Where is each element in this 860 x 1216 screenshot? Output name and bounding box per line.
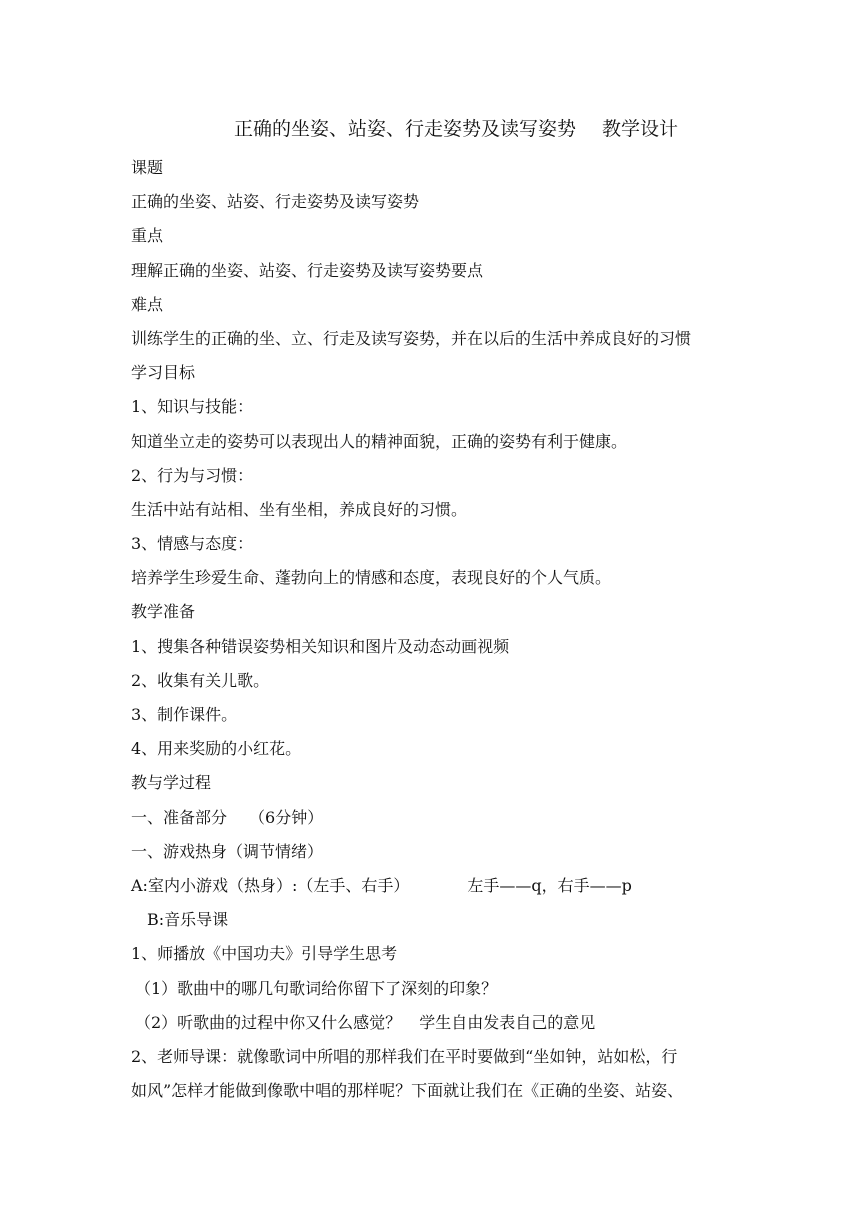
question-2-right: 学生自由发表自己的意见: [419, 1012, 596, 1032]
line-prep-heading: 教学准备: [131, 602, 196, 622]
line-goal-1-heading: 1、知识与技能：: [131, 397, 254, 417]
line-difficulty-text: 训练学生的正确的坐、立、行走及读写姿势，并在以后的生活中养成良好的习惯: [131, 328, 692, 348]
title-suffix: 教学设计: [602, 118, 679, 140]
line-prep-3: 3、制作课件。: [131, 705, 238, 724]
game-left: A:室内小游戏（热身）:（左手、右手）: [131, 875, 410, 895]
line-goal-2-text: 生活中站有站相、坐有坐相，养成良好的习惯。: [131, 499, 468, 519]
line-process-heading: 教与学过程: [131, 773, 212, 793]
document-body: [131, 151, 731, 1108]
line-warmup: 一、游戏热身（调节情绪）: [131, 841, 324, 861]
prep-section-time: （6分钟）: [249, 807, 324, 827]
prep-section-label: 一、准备部分: [131, 807, 228, 827]
line-goal-2-heading: 2、行为与习惯：: [131, 465, 254, 485]
line-prep-2: 2、收集有关儿歌。: [131, 670, 270, 690]
line-difficulty-heading: 难点: [131, 294, 164, 314]
game-right: 左手——q，右手——p: [467, 875, 632, 895]
line-goal-3-text: 培养学生珍爱生命、蓬勃向上的情感和态度，表现良好的个人气质。: [131, 568, 612, 588]
line-teacher-intro-1: 2、老师导课：就像歌词中所唱的那样我们在平时要做到“坐如钟，站如松，行: [131, 1046, 678, 1066]
line-goal-1-text: 知道坐立走的姿势可以表现出人的精神面貌，正确的姿势有利于健康。: [131, 431, 628, 451]
line-topic-text: 正确的坐姿、站姿、行走姿势及读写姿势: [131, 192, 420, 212]
line-question-2: [131, 1006, 731, 1040]
line-music-intro: B:音乐导课: [147, 910, 229, 930]
line-game: [131, 869, 731, 903]
question-2-left: （2）听歌曲的过程中你又什么感觉？: [135, 1012, 402, 1032]
line-song: 1、师播放《中国功夫》引导学生思考: [131, 944, 398, 964]
line-question-1: （1）歌曲中的哪几句歌词给你留下了深刻的印象？: [135, 978, 498, 998]
line-topic-heading: 课题: [131, 158, 164, 177]
line-key-heading: 重点: [131, 226, 164, 246]
document-title: [234, 114, 678, 141]
line-goal-3-heading: 3、情感与态度：: [131, 534, 254, 554]
line-key-text: 理解正确的坐姿、站姿、行走姿势及读写姿势要点: [131, 260, 484, 280]
line-goals-heading: 学习目标: [131, 363, 196, 383]
line-prep-section: [131, 801, 731, 835]
line-teacher-intro-2: 如风”怎样才能做到像歌中唱的那样呢？下面就让我们在《正确的坐姿、站姿、: [131, 1081, 684, 1101]
title-main: 正确的坐姿、站姿、行走姿势及读写姿势: [234, 118, 577, 140]
line-prep-4: 4、用来奖励的小红花。: [131, 739, 302, 759]
line-prep-1: 1、搜集各种错误姿势相关知识和图片及动态动画视频: [131, 636, 510, 656]
